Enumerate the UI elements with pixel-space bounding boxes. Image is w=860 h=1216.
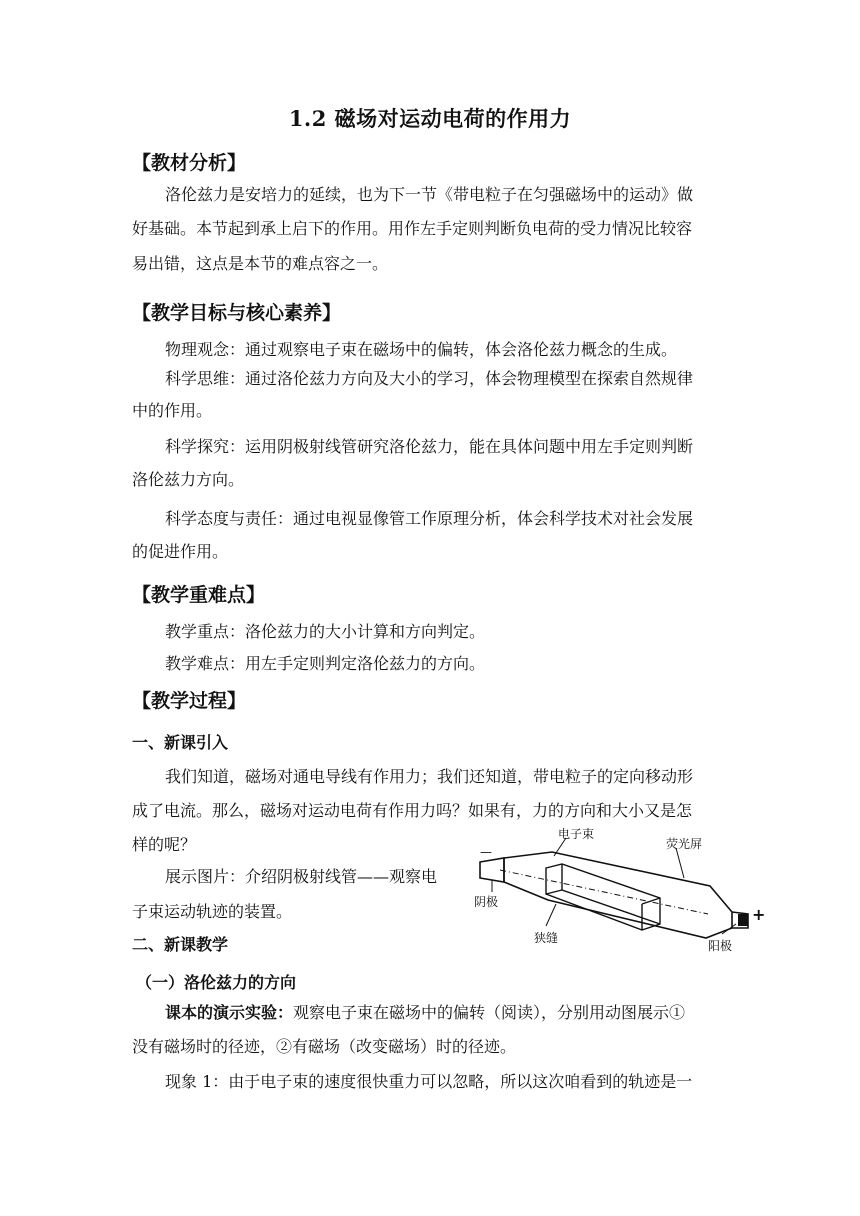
key-point: 教学重点：洛伦兹力的大小计算和方向判定。 [165, 622, 486, 641]
analysis-line-2: 好基础。本节起到承上启下的作用。用作左手定则判断负电荷的受力情况比较容 [132, 219, 693, 238]
label-cathode: 阴极 [474, 895, 499, 909]
intro-line-2: 成了电流。那么，磁场对运动电荷有作用力吗？如果有，力的方向和大小又是怎 [132, 801, 693, 820]
intro-line-1: 我们知道，磁场对通电导线有作用力；我们还知道，带电粒子的定向移动形 [165, 767, 694, 786]
goal-attitude-responsibility-cont: 的促进作用。 [132, 542, 229, 561]
analysis-line-1: 洛伦兹力是安培力的延续，也为下一节《带电粒子在匀强磁场中的运动》做 [165, 185, 694, 204]
demo-line-1 [165, 1003, 685, 1023]
goal-scientific-thinking: 科学思维：通过洛伦兹力方向及大小的学习，体会物理模型在探索自然规律 [165, 369, 694, 388]
label-plus: + [752, 905, 766, 924]
slit-box [546, 864, 660, 930]
section-heading-process: 【教学过程】 [132, 690, 247, 712]
subsection-heading-intro: 一、新课引入 [132, 733, 229, 752]
anode-cap [738, 914, 748, 926]
subsection-heading-new-lesson: 二、新课教学 [132, 935, 229, 954]
demo-text: 观察电子束在磁场中的偏转（阅读），分别用动图展示① [293, 1003, 686, 1022]
label-minus: — [480, 845, 492, 859]
goal-physics-concept: 物理观念：通过观察电子束在磁场中的偏转，体会洛伦兹力概念的生成。 [165, 340, 678, 359]
label-slit: 狭缝 [534, 931, 559, 945]
demo-label: 课本的演示实验： [165, 1003, 294, 1022]
cathode-ray-tube-figure [470, 826, 770, 966]
goal-scientific-inquiry-cont: 洛伦兹力方向。 [132, 470, 245, 489]
label-anode: 阳极 [708, 939, 733, 953]
section-heading-key-points: 【教学重难点】 [132, 584, 266, 606]
page-title: 1.2 磁场对运动电荷的作用力 [288, 106, 572, 131]
subsection-heading-lorentz-direction: （一）洛伦兹力的方向 [136, 973, 297, 992]
intro-figure-caption-line-1: 展示图片：介绍阴极射线管——观察电 [165, 867, 438, 886]
goal-scientific-inquiry: 科学探究：运用阴极射线管研究洛伦兹力，能在具体问题中用左手定则判断 [165, 437, 694, 456]
phenomenon-line-1: 现象 1：由于电子束的速度很快重力可以忽略，所以这次咱看到的轨迹是一 [165, 1072, 693, 1091]
difficult-point: 教学难点：用左手定则判定洛伦兹力的方向。 [165, 654, 486, 673]
demo-line-2: 没有磁场时的径迹，②有磁场（改变磁场）时的径迹。 [132, 1037, 517, 1056]
section-heading-analysis: 【教材分析】 [132, 152, 247, 174]
goal-attitude-responsibility: 科学态度与责任：通过电视显像管工作原理分析，体会科学技术对社会发展 [165, 509, 694, 528]
intro-figure-caption-line-2: 子束运动轨迹的装置。 [132, 902, 293, 921]
label-electron-beam: 电子束 [558, 827, 595, 841]
analysis-line-3: 易出错，这点是本节的难点容之一。 [132, 254, 389, 273]
intro-line-3: 样的呢？ [132, 835, 197, 854]
section-heading-goals: 【教学目标与核心素养】 [132, 302, 342, 324]
tube-outline [480, 852, 748, 938]
label-screen: 荧光屏 [666, 837, 703, 851]
goal-scientific-thinking-cont: 中的作用。 [132, 401, 213, 420]
electron-beam-path [500, 870, 708, 914]
